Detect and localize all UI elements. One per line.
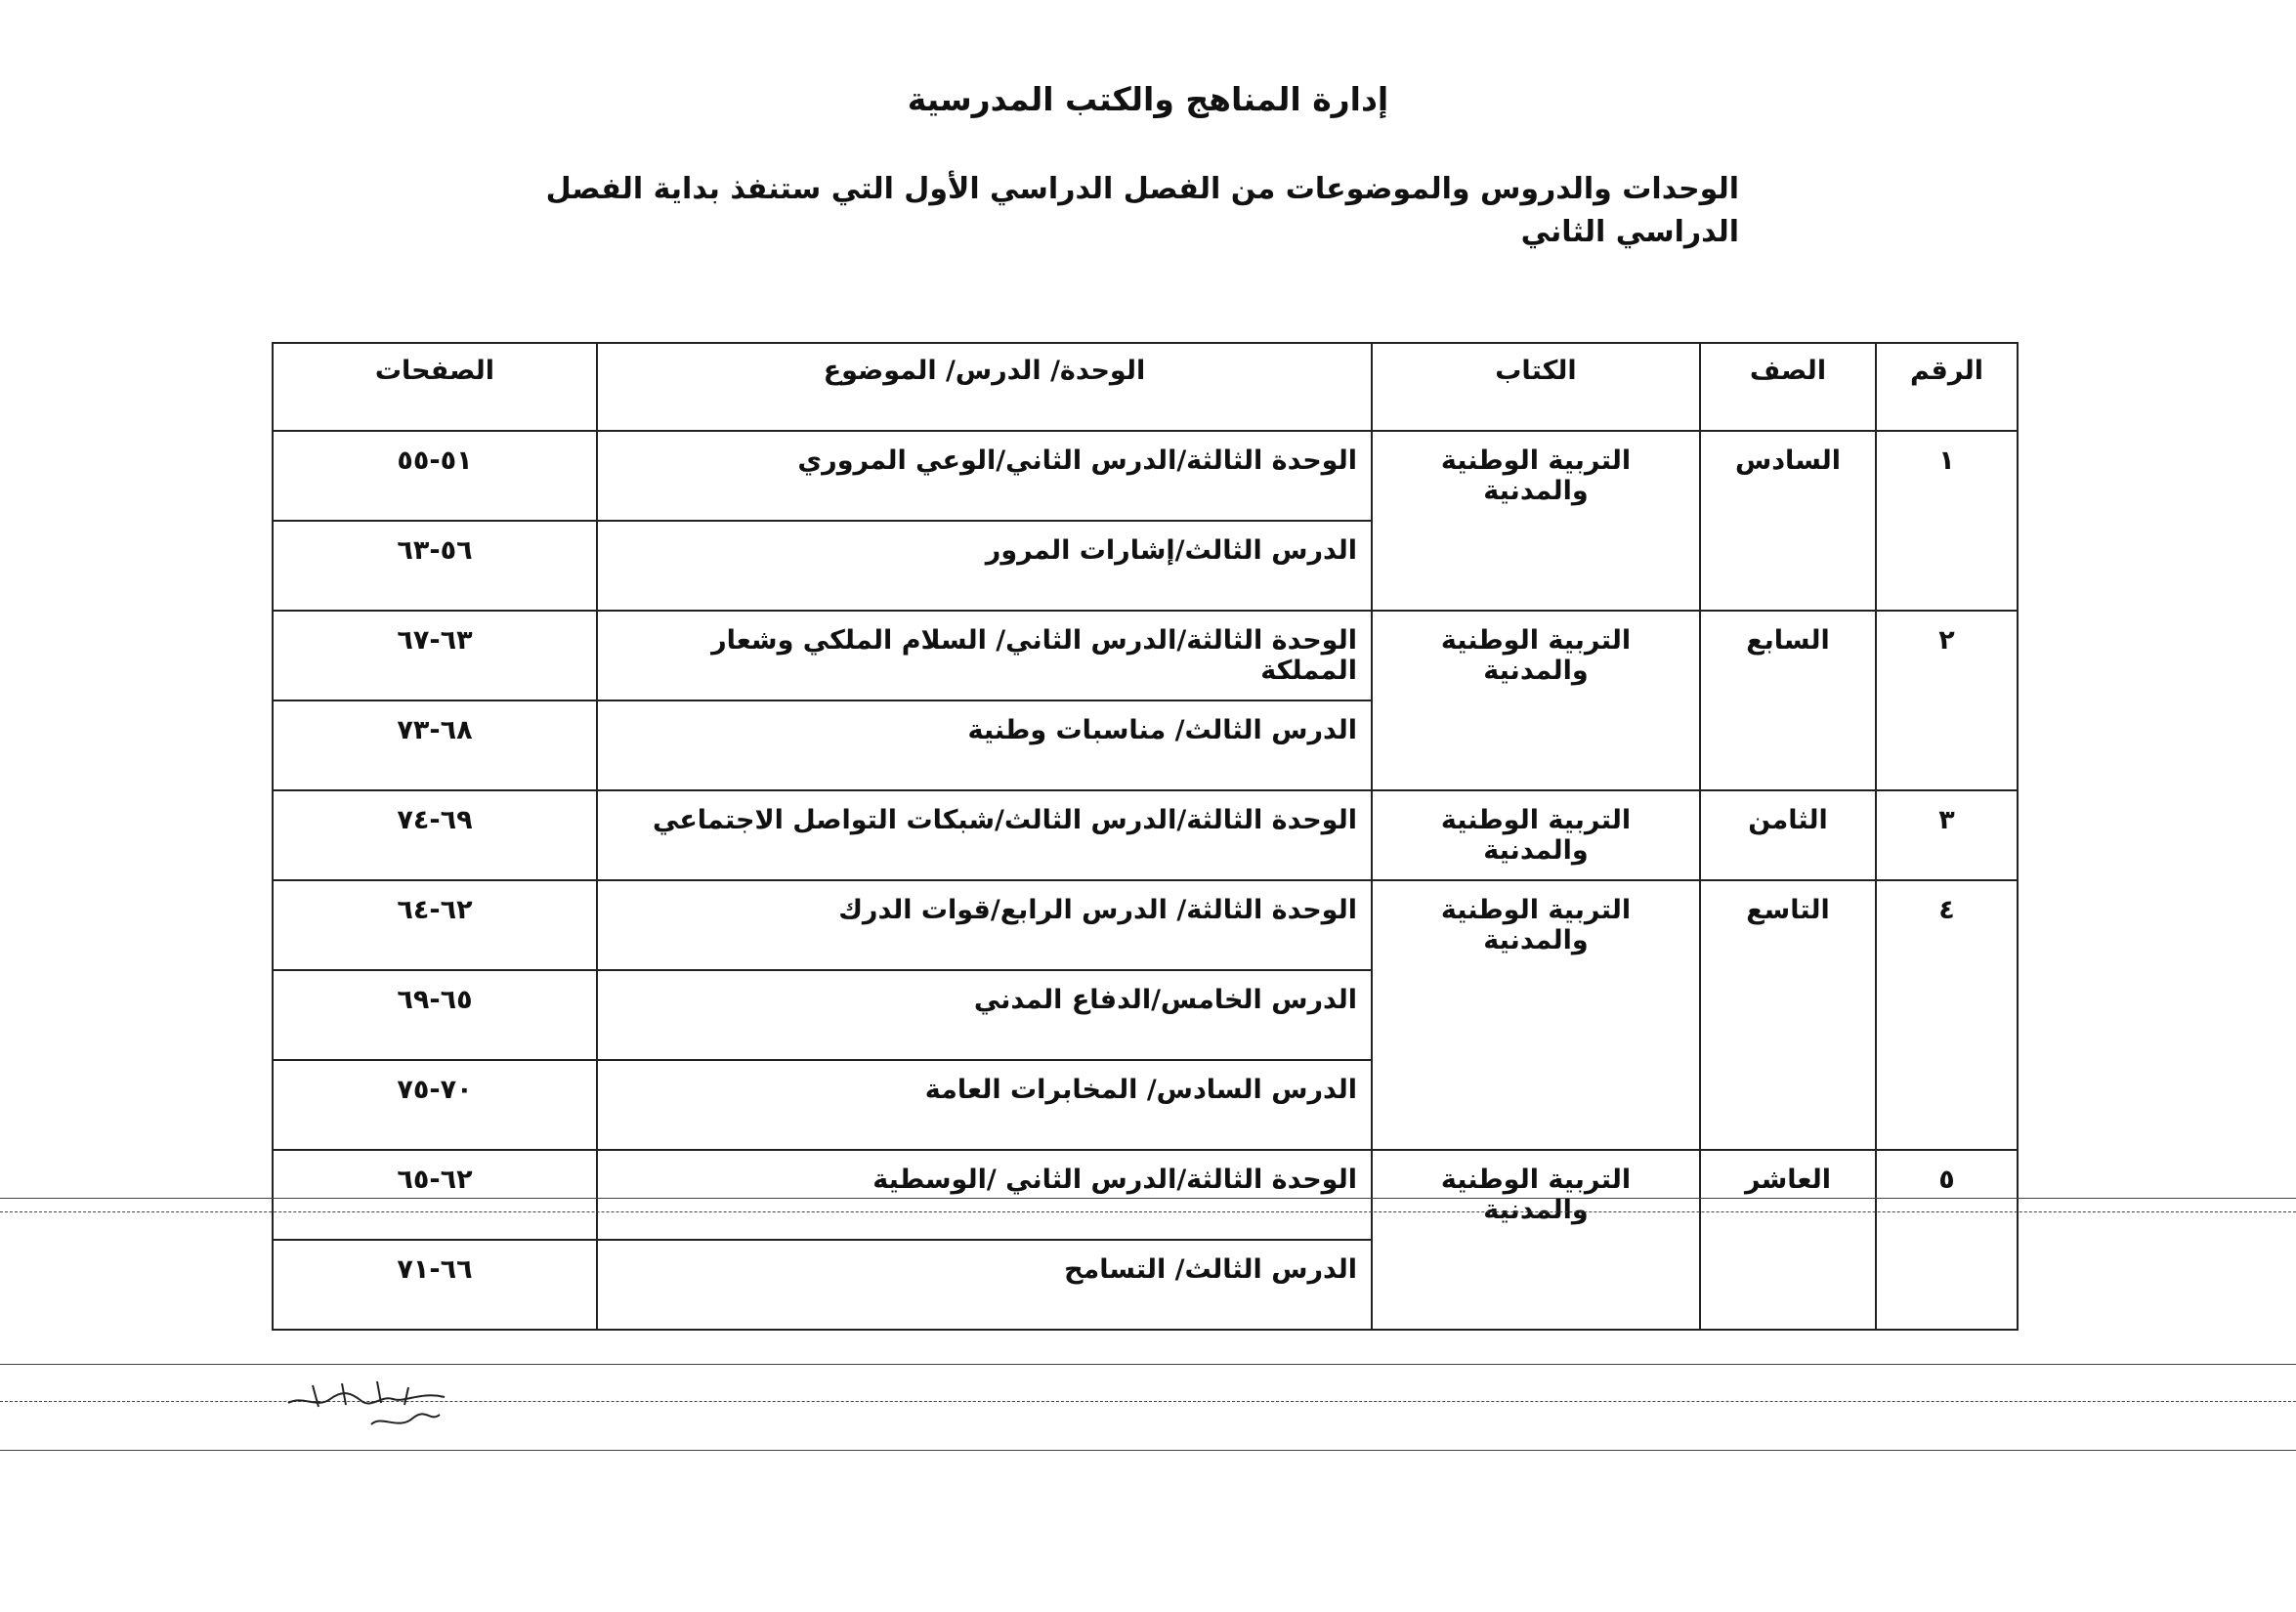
row-pages: ٦٢-٦٤: [273, 880, 597, 970]
row-topic: الدرس الخامس/الدفاع المدني: [597, 970, 1372, 1060]
scan-line: [0, 1450, 2296, 1451]
document-title: إدارة المناهج والكتب المدرسية: [907, 80, 1389, 118]
row-number: ٤: [1876, 880, 2018, 1150]
header-grade: الصف: [1700, 343, 1876, 431]
scan-line: [0, 1364, 2296, 1365]
scan-line: [0, 1198, 2296, 1199]
row-pages: ٦٩-٧٤: [273, 790, 597, 880]
curriculum-table: [272, 342, 2019, 1331]
header-book: الكتاب: [1372, 343, 1700, 431]
row-book: التربية الوطنية والمدنية: [1372, 611, 1700, 790]
row-pages: ٦٨-٧٣: [273, 700, 597, 790]
row-book: التربية الوطنية والمدنية: [1372, 431, 1700, 611]
row-topic: الوحدة الثالثة/الدرس الثاني/ السلام الملكي وشعار المملكة: [597, 611, 1372, 700]
table-row: [273, 611, 2018, 700]
row-topic: الدرس الثالث/ مناسبات وطنية: [597, 700, 1372, 790]
row-number: ٥: [1876, 1150, 2018, 1330]
row-topic: الدرس السادس/ المخابرات العامة: [597, 1060, 1372, 1150]
header-number: الرقم: [1876, 343, 2018, 431]
row-topic: الوحدة الثالثة/الدرس الثاني /الوسطية: [597, 1150, 1372, 1240]
row-number: ٢: [1876, 611, 2018, 790]
row-grade: التاسع: [1700, 880, 1876, 1150]
row-topic: الدرس الثالث/إشارات المرور: [597, 521, 1372, 611]
header-pages: الصفحات: [273, 343, 597, 431]
row-topic: الوحدة الثالثة/ الدرس الرابع/قوات الدرك: [597, 880, 1372, 970]
row-book: التربية الوطنية والمدنية: [1372, 790, 1700, 880]
row-topic: الوحدة الثالثة/الدرس الثاني/الوعي المروري: [597, 431, 1372, 521]
header-topic: الوحدة/ الدرس/ الموضوع: [597, 343, 1372, 431]
table-row: [273, 431, 2018, 521]
row-number: ١: [1876, 431, 2018, 611]
row-book: التربية الوطنية والمدنية: [1372, 1150, 1700, 1330]
row-number: ٣: [1876, 790, 2018, 880]
row-pages: ٥١-٥٥: [273, 431, 597, 521]
scan-line: [0, 1211, 2296, 1212]
document-subtitle: الوحدات والدروس والموضوعات من الفصل الدراسي الأول التي ستنفذ بداية الفصل الدراسي الثاني: [545, 172, 1739, 249]
row-grade: العاشر: [1700, 1150, 1876, 1330]
table-row: [273, 1150, 2018, 1240]
row-pages: ٧٠-٧٥: [273, 1060, 597, 1150]
row-topic: الدرس الثالث/ التسامح: [597, 1240, 1372, 1330]
row-pages: ٦٦-٧١: [273, 1240, 597, 1330]
handwritten-signature: [283, 1366, 449, 1439]
row-grade: الثامن: [1700, 790, 1876, 880]
row-grade: السادس: [1700, 431, 1876, 611]
row-pages: ٥٦-٦٣: [273, 521, 597, 611]
row-pages: ٦٣-٦٧: [273, 611, 597, 700]
table-row: [273, 880, 2018, 970]
row-topic: الوحدة الثالثة/الدرس الثالث/شبكات التواصل الاجتماعي: [597, 790, 1372, 880]
table-row: [273, 790, 2018, 880]
row-grade: السابع: [1700, 611, 1876, 790]
row-book: التربية الوطنية والمدنية: [1372, 880, 1700, 1150]
row-pages: ٦٢-٦٥: [273, 1150, 597, 1240]
row-pages: ٦٥-٦٩: [273, 970, 597, 1060]
table-header-row: [273, 343, 2018, 431]
